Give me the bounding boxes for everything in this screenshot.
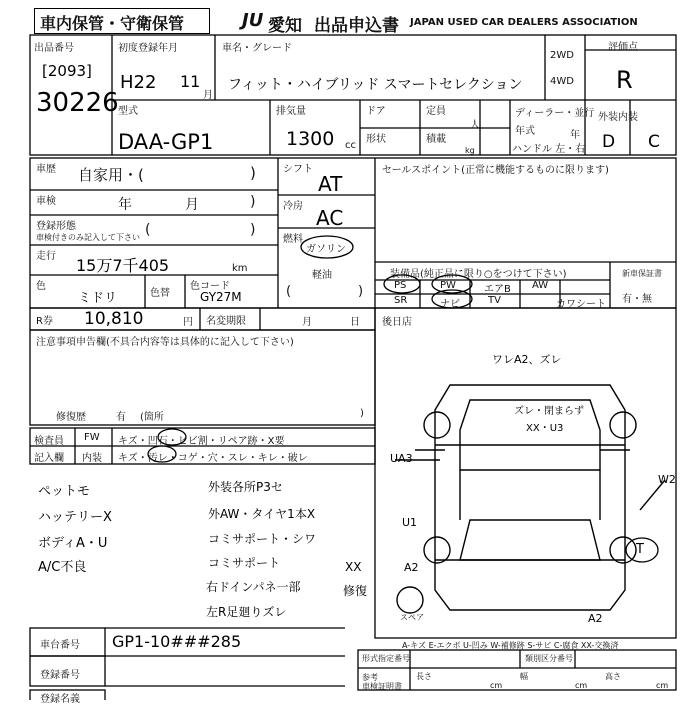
width-label: 幅 bbox=[520, 672, 528, 681]
lot-label: 出品番号 bbox=[34, 43, 74, 54]
diagram-right-2: T bbox=[636, 542, 644, 557]
shift-value: AT bbox=[318, 172, 343, 196]
interior-label: 内装 bbox=[82, 453, 102, 464]
repair-value: 有 bbox=[116, 412, 126, 423]
diagram-spare: スペア bbox=[400, 613, 424, 622]
recycle-unit: 円 bbox=[183, 317, 193, 328]
equip-leather-seat: カワシート bbox=[556, 299, 606, 310]
mileage-value: 15万7千405 bbox=[76, 256, 170, 275]
interior-items: キズ・汚レ・コゲ・穴・スレ・キレ・破レ bbox=[118, 453, 308, 464]
association-name: JAPAN USED CAR DEALERS ASSOCIATION bbox=[410, 17, 638, 28]
logo: JU bbox=[242, 10, 264, 31]
reg-name-label: 登録名義 bbox=[40, 694, 80, 705]
note-aircon: A/C不良 bbox=[38, 560, 87, 575]
inspector-label-1: 検査員 bbox=[34, 436, 64, 447]
diagram-left-2: U1 bbox=[402, 516, 418, 529]
format-label: 形式指定番号 bbox=[362, 654, 410, 663]
equip-sr: SR bbox=[394, 295, 408, 306]
fuel-diesel: 軽油 bbox=[312, 270, 332, 281]
fuel-open: ( bbox=[286, 284, 292, 299]
diagram-top-3: XX・U3 bbox=[526, 423, 564, 434]
warranty-label: 新車保証書 bbox=[622, 269, 662, 278]
reg-number-label: 登録番号 bbox=[40, 670, 80, 681]
note-exterior: 外装各所P3セ bbox=[208, 480, 283, 494]
note-xx: XX bbox=[345, 560, 362, 574]
handle-label: ハンドル 左・右 bbox=[512, 144, 586, 155]
mileage-label: 走行 bbox=[36, 251, 56, 262]
height-cm: cm bbox=[656, 681, 669, 690]
name-change-day: 日 bbox=[350, 317, 360, 328]
inspection-cert-label: 車検証明書 bbox=[362, 682, 402, 691]
equip-aw: AW bbox=[532, 280, 549, 291]
drive-2wd: 2WD bbox=[550, 50, 574, 61]
length-cm: cm bbox=[490, 681, 503, 690]
color-label: 色 bbox=[36, 281, 46, 292]
grade-exterior: D bbox=[602, 132, 616, 152]
registration-era: H22 bbox=[120, 72, 157, 93]
year-label: 年式 bbox=[515, 126, 535, 137]
drive-4wd: 4WD bbox=[550, 76, 574, 87]
diagram-left-3: A2 bbox=[404, 561, 419, 574]
org-name: 愛知 bbox=[268, 16, 302, 36]
diagram-top-2: ズレ・閉まらず bbox=[514, 406, 584, 417]
mileage-unit: km bbox=[232, 263, 248, 274]
shift-label: シフト bbox=[283, 164, 313, 175]
name-change-label: 名変期限 bbox=[206, 316, 246, 327]
note-right-door-panel: 右ドインパネ一部 bbox=[206, 580, 301, 594]
fuel-label: 燃料 bbox=[283, 234, 303, 245]
car-name-label: 車名・グレード bbox=[222, 43, 292, 54]
legend-text: A-キズ E-エクボ U-凹み W-補修跡 S-サビ C-腐食 XX-交換済 bbox=[402, 641, 619, 650]
equipment-label: 装備品(純正品に限り○をつけて下さい) bbox=[390, 269, 567, 280]
aircon-label: 冷房 bbox=[283, 201, 303, 212]
category-label: 類別区分番号 bbox=[525, 654, 573, 663]
transfer-label: 登録形態 bbox=[36, 221, 76, 232]
lot-sub-number: [2093] bbox=[42, 62, 92, 80]
capacity-label: 定員 bbox=[426, 106, 446, 117]
inspection-year: 年 bbox=[118, 197, 132, 213]
aircon-value: AC bbox=[316, 206, 344, 230]
registration-label: 初度登録年月 bbox=[118, 43, 178, 54]
note-tire: 外AW・タイヤ1本X bbox=[208, 507, 316, 521]
repair-label: 修復歴 bbox=[56, 412, 86, 423]
load-unit: kg bbox=[465, 146, 475, 155]
model-label: 型式 bbox=[118, 106, 138, 117]
width-cm: cm bbox=[575, 681, 588, 690]
equip-tv: TV bbox=[488, 295, 501, 306]
note-body: ボディA・U bbox=[38, 536, 108, 551]
color-code-value: GY27M bbox=[200, 290, 242, 304]
inspection-month: 月 bbox=[185, 197, 199, 213]
inspector-label-2: 記入欄 bbox=[34, 453, 64, 464]
warranty-value: 有・無 bbox=[622, 294, 652, 305]
recycle-value: 10,810 bbox=[84, 309, 144, 329]
transfer-open: ( bbox=[145, 222, 151, 238]
equip-pw: PW bbox=[440, 280, 456, 291]
history-value: 自家用・( bbox=[78, 166, 144, 184]
diagram-left-1: UA3 bbox=[390, 452, 413, 465]
history-label: 車歴 bbox=[36, 164, 56, 175]
ref-label: 参考 bbox=[362, 673, 378, 682]
notes-label: 注意事項申告欄(不具合内容等は具体的に記入して下さい) bbox=[36, 337, 294, 348]
note-left-rear-suspension: 左R足廻りズレ bbox=[206, 605, 287, 619]
repair-part: (箇所 bbox=[140, 412, 164, 423]
transfer-note: 車検付きのみ記入して下さい bbox=[36, 233, 140, 242]
note-core-support: コミサポート bbox=[208, 556, 281, 570]
ext-int-label: 外装内装 bbox=[598, 112, 638, 123]
lot-number: 30226 bbox=[36, 88, 119, 118]
color-value: ミドリ bbox=[78, 291, 118, 306]
aftersales-label: 後日店 bbox=[382, 317, 412, 328]
chassis-label: 車台番号 bbox=[40, 640, 80, 651]
equip-ps: PS bbox=[394, 280, 407, 291]
inspection-label: 車検 bbox=[36, 196, 56, 207]
model-value: DAA-GP1 bbox=[118, 130, 214, 154]
note-repair: 修復 bbox=[343, 584, 368, 598]
grade-interior: C bbox=[648, 132, 660, 152]
grade-label: 評価点 bbox=[608, 42, 638, 53]
note-battery: ハッテリーX bbox=[38, 510, 112, 525]
history-close: ) bbox=[250, 164, 256, 182]
chassis-value: GP1-10###285 bbox=[112, 632, 242, 651]
car-name-value: フィット・ハイブリッド スマートセレクション bbox=[228, 77, 523, 93]
diagram-top: ワレA2、ズレ bbox=[492, 353, 562, 366]
transfer-close: ) bbox=[250, 222, 256, 238]
grade-value: R bbox=[616, 66, 633, 94]
fw-label: FW bbox=[84, 432, 100, 443]
length-label: 長さ bbox=[416, 672, 432, 681]
name-change-month: 月 bbox=[302, 317, 312, 328]
diagram-bottom: A2 bbox=[588, 612, 603, 625]
fw-items: キズ・凹石・ヒビ割・リペア跡・X要 bbox=[118, 436, 285, 447]
displacement-unit: cc bbox=[345, 140, 356, 151]
displacement-value: 1300 bbox=[286, 128, 335, 150]
shape-label: 形状 bbox=[366, 134, 386, 145]
equip-navi: ナビ bbox=[440, 299, 460, 310]
recycle-label: R券 bbox=[36, 316, 53, 327]
registration-month: 11 bbox=[180, 72, 201, 91]
displacement-label: 排気量 bbox=[276, 106, 306, 117]
load-label: 積載 bbox=[426, 134, 446, 145]
selling-points-label: セールスポイント(正常に機能するものに限ります) bbox=[382, 165, 609, 176]
height-label: 高さ bbox=[605, 672, 621, 681]
year-unit: 年 bbox=[570, 130, 580, 141]
diagram-right-1: W2 bbox=[658, 473, 676, 486]
note-core-support-wrinkle: コミサポート・シワ bbox=[208, 532, 317, 546]
inspection-close: ) bbox=[250, 194, 256, 210]
repair-close: ) bbox=[360, 408, 364, 419]
note-pet: ペットモ bbox=[38, 484, 91, 499]
form-title: 出品申込書 bbox=[314, 16, 399, 36]
fuel-close: ) bbox=[358, 284, 364, 299]
storage-label: 車内保管・守衛保管 bbox=[40, 14, 185, 33]
dealer-label: ディーラー・並行 bbox=[515, 108, 595, 119]
color-change-label: 色替 bbox=[150, 288, 170, 299]
registration-month-unit: 月 bbox=[203, 90, 213, 101]
color-code-label: 色コード bbox=[190, 281, 230, 292]
fuel-gasoline: ガソリン bbox=[306, 244, 346, 255]
capacity-unit: 人 bbox=[470, 120, 480, 131]
equip-airbag: エアB bbox=[484, 284, 511, 295]
door-label: ドア bbox=[366, 106, 386, 117]
